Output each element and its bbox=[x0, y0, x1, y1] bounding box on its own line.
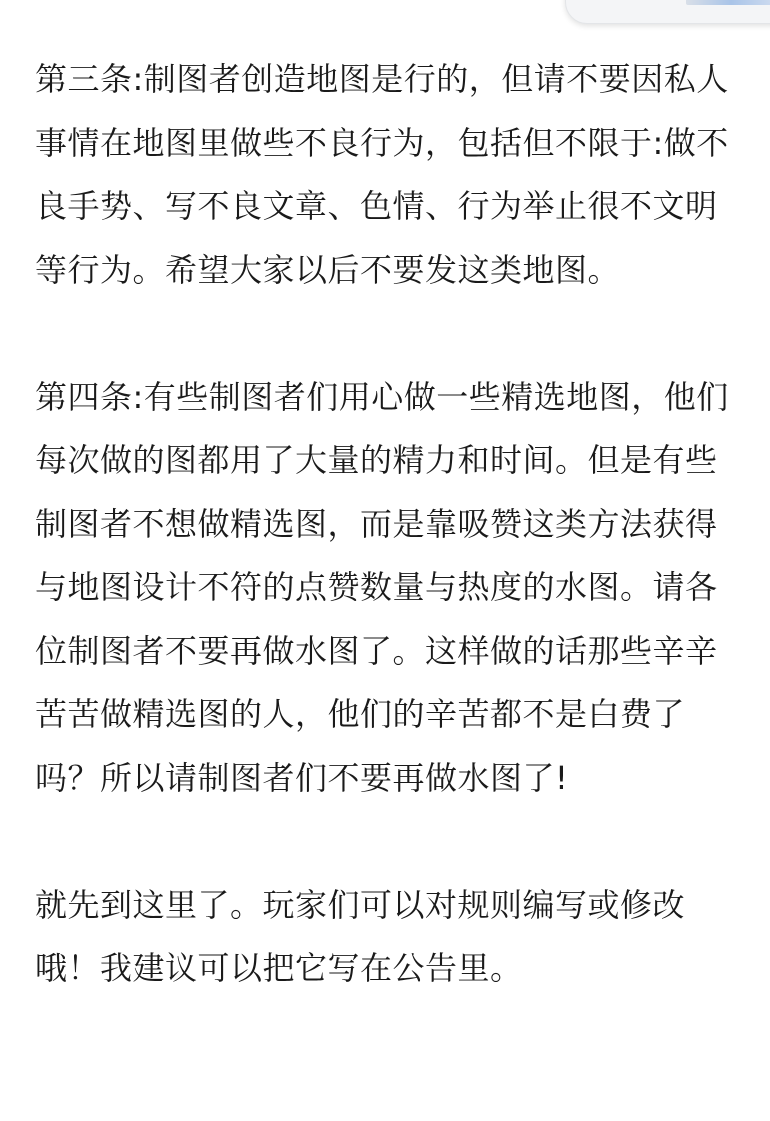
rule-four-paragraph: 第四条:有些制图者们用心做一些精选地图，他们每次做的图都用了大量的精力和时间。但是有些制图者不想做精选图，而是靠吸赞这类方法获得与地图设计不符的点赞数量与热度的水图。请各位制图者不要再做水图了。这样做的话那些辛辛苦苦做精选图的人，他们的辛苦都不是白费了吗？所以请制图者们不要再做水图了! bbox=[35, 377, 729, 797]
floating-card[interactable] bbox=[565, 0, 770, 24]
paragraph-gap bbox=[35, 302, 735, 366]
rule-three-paragraph: 第三条:制图者创造地图是行的，但请不要因私人事情在地图里做些不良行为，包括但不限于:做不良手势、写不良文章、色情、行为举止很不文明等行为。希望大家以后不要发这类地图。 bbox=[35, 60, 729, 289]
article-body bbox=[35, 48, 735, 1001]
closing-paragraph: 就先到这里了。玩家们可以对规则编写或修改哦！我建议可以把它写在公告里。 bbox=[35, 885, 686, 987]
paragraph-gap bbox=[35, 810, 735, 874]
card-thumbnail bbox=[686, 0, 770, 5]
